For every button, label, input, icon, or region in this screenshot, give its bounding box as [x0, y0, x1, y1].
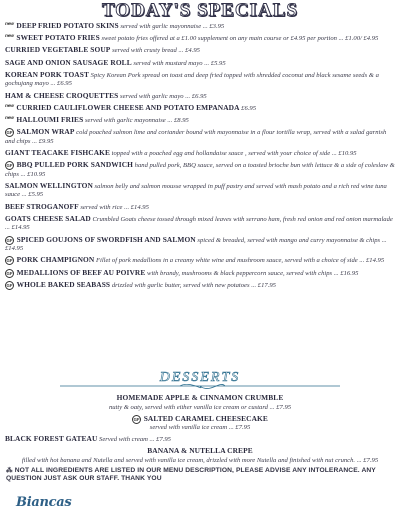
menu-item-price: ... £14.95	[359, 257, 385, 265]
menu-item-name: CURRIED VEGETABLE SOUP	[5, 45, 111, 55]
menu-item	[5, 92, 395, 102]
menu-item	[5, 182, 395, 200]
menu-item-price: ... £14.95	[124, 203, 149, 211]
menu-item-description: with brandy, mushrooms & black peppercorn sauce, served with chips	[147, 269, 333, 277]
menu-item-description: served with garlic mayonnaise	[84, 116, 166, 124]
menu-item	[5, 256, 395, 266]
new-badge-icon: new	[5, 103, 14, 109]
menu-item	[5, 269, 395, 279]
menu-item	[5, 22, 395, 32]
menu-item-name: SALMON WRAP	[16, 127, 75, 137]
menu-item	[5, 59, 395, 69]
menu-item-price: ... £1.00/ £4.95	[338, 35, 379, 43]
menu-item-name: BANANA & NUTELLA CREPE	[147, 446, 253, 456]
menu-item-price: ... £5.95	[204, 59, 226, 67]
menu-item-name: CURRIED CAULIFLOWER CHEESE AND POTATO EMPANADA	[16, 102, 240, 112]
menu-item-description: spiced & breaded, served with mango and curry mayonnaise & chips	[197, 236, 381, 244]
new-badge-icon: new	[5, 21, 14, 27]
allergy-notice	[6, 467, 394, 484]
specials-list	[5, 22, 395, 293]
menu-item	[5, 435, 395, 445]
menu-item-description: filled with hot banana and Nutella and served with vanilla ice cream, drizzled with more Nutella and finished with nut crunch.	[21, 456, 356, 464]
menu-item-name: WHOLE BAKED SEABASS	[16, 279, 111, 289]
menu-item	[5, 161, 395, 179]
new-badge-icon: new	[5, 115, 14, 121]
menu-item-price: ... £14.95	[5, 236, 387, 253]
menu-item-description: Fillet of pork medallions in a creamy white wine and mushroom sauce, served with a choice of side	[95, 257, 358, 265]
menu-item-description: sweet potato fries offered at a £1.00 supplement on any main course or £4.95 per portion	[101, 35, 337, 43]
menu-item-name: HALLOUMI FRIES	[16, 114, 84, 124]
menu-item	[5, 71, 395, 89]
menu-item-price: ... £3.95	[202, 23, 225, 30]
menu-item-description: served with garlic mayonnaise	[120, 23, 202, 30]
menu-item-price: ... £8.95	[167, 116, 189, 124]
menu-item-name: MEDALLIONS OF BEEF AU POIVRE	[16, 267, 146, 277]
menu-item	[5, 203, 395, 213]
menu-item-name: SALTED CARAMEL CHEESECAKE	[143, 413, 268, 423]
menu-item-name: BLACK FOREST GATEAU	[5, 434, 98, 444]
menu-item	[5, 281, 395, 291]
menu-item-price: ... £7.95	[149, 436, 171, 444]
menu-item-name: SWEET POTATO FRIES	[16, 33, 100, 43]
menu-item-name: HAM & CHEESE CROQUETTES	[5, 90, 119, 100]
allergy-notice-text: NOT ALL INGREDIENTS ARE LISTED IN OUR MENU DESCRIPTION, PLEASE ADVISE ANY INTOLERANCE. ANY QUESTION JUST ASK OUR STAFF. THANK YOU	[6, 467, 376, 483]
menu-item-description: served with crusty bread	[112, 47, 177, 55]
menu-item-price: ... £10.95	[20, 170, 46, 178]
desserts-title: DESSERTS	[159, 370, 241, 385]
menu-item-name: HOMEMADE APPLE & CINNAMON CRUMBLE	[116, 393, 284, 402]
gluten-free-icon: GF	[6, 282, 13, 288]
page-title	[0, 0, 400, 22]
menu-item-price: ... £7.95	[228, 424, 251, 432]
new-badge-icon: new	[5, 34, 14, 40]
menu-item	[5, 394, 395, 412]
menu-item	[5, 116, 395, 126]
menu-item-name: GIANT TEACAKE FISHCAKE	[5, 147, 111, 157]
menu-item-description: cold poached salmon lime and coriander bound with mayonnaise in a flour tortilla wrap, served with a salad garnish and chips	[5, 129, 387, 145]
menu-item-name: BBQ PULLED PORK SANDWICH	[16, 160, 134, 170]
menu-item	[5, 46, 395, 56]
menu-item-price: ... £7.95	[269, 403, 292, 411]
menu-item	[5, 104, 395, 114]
gluten-free-icon: GF	[133, 416, 140, 422]
menu-item-description: salmon belly and salmon mousse wrapped in puff pastry and served with mash potato and a rich red wine tuna sauce	[5, 182, 387, 199]
menu-item-price: ... £17.95	[251, 281, 276, 289]
menu-item-price: ... £10.95	[331, 149, 357, 157]
menu-item-name: SAGE AND ONION SAUSAGE ROLL	[5, 57, 132, 67]
menu-item-name: DEEP FRIED POTATO SKINS	[16, 21, 119, 30]
menu-item-price: ... £6.95	[50, 80, 72, 88]
menu-item-price: ... £6.95	[185, 92, 207, 100]
menu-item-name: PORK CHAMPIGNON	[16, 255, 95, 265]
logo-text: Biancas	[16, 495, 72, 510]
menu-item-price: £6.95	[241, 104, 257, 112]
menu-item-description: topped with a poached egg and hollandaise sauce , served with your choice of side	[111, 149, 331, 157]
menu-item-description: hand pulled pork, BBQ sauce, served on a toasted brioche bun with lettuce & a side of coleslaw & chips	[5, 162, 395, 178]
desserts-list	[5, 394, 395, 468]
menu-item	[5, 215, 395, 233]
menu-item-description: served with vanilla ice cream	[149, 424, 228, 432]
menu-item-description: Spicy Korean Pork spread on toast and deep fried topped with shredded coconut and black sesame seeds & a gochujang mayo	[5, 71, 379, 88]
menu-item-name: KOREAN PORK TOAST	[5, 69, 89, 79]
menu-item	[5, 415, 395, 433]
menu-item-price: ... £4.95	[178, 47, 200, 55]
gluten-free-icon: GF	[6, 130, 13, 136]
menu-item	[5, 34, 395, 44]
menu-item-price: ... £7.95	[356, 456, 379, 464]
menu-item-name: GOATS CHEESE SALAD	[5, 213, 91, 223]
menu-item-description: nutty & oaty, served with either vanilla ice cream or custard	[108, 403, 268, 411]
menu-item-name: SALMON WELLINGTON	[5, 180, 93, 190]
gluten-free-icon: GF	[6, 258, 13, 264]
menu-item-description: Served with cream	[99, 436, 148, 444]
menu-item	[5, 447, 395, 465]
menu-item-name: SPICED GOUJONS OF SWORDFISH AND SALMON	[16, 234, 196, 244]
menu-item-description: served with mustard mayo	[133, 59, 203, 67]
menu-item-price: ... £5.95	[21, 191, 44, 199]
menu-item	[5, 128, 395, 146]
menu-item-description: Crumbled Goats cheese tossed through mixed leaves with serrano ham, fresh red onion and red onion marmalade	[92, 215, 393, 223]
menu-item-price: ... £16.95	[333, 269, 359, 277]
allergy-icon: ⁂	[6, 467, 15, 474]
menu-item	[5, 149, 395, 159]
menu-item-description: served with garlic mayo	[120, 92, 184, 100]
menu-item	[5, 236, 395, 254]
gluten-free-icon: GF	[6, 237, 13, 243]
menu-item-description: drizzled with garlic butter, served with new potatoes	[111, 281, 250, 289]
menu-item-name: BEEF STROGANOFF	[5, 201, 79, 211]
title-text: TODAY'S SPECIALS	[101, 0, 299, 21]
gluten-free-icon: GF	[6, 163, 13, 169]
menu-item-price: ... £9.95	[32, 137, 54, 145]
restaurant-logo	[12, 494, 72, 512]
menu-item-price: ... £14.95	[5, 224, 30, 232]
gluten-free-icon: GF	[6, 270, 13, 276]
menu-item-description: served with rice	[80, 203, 123, 211]
